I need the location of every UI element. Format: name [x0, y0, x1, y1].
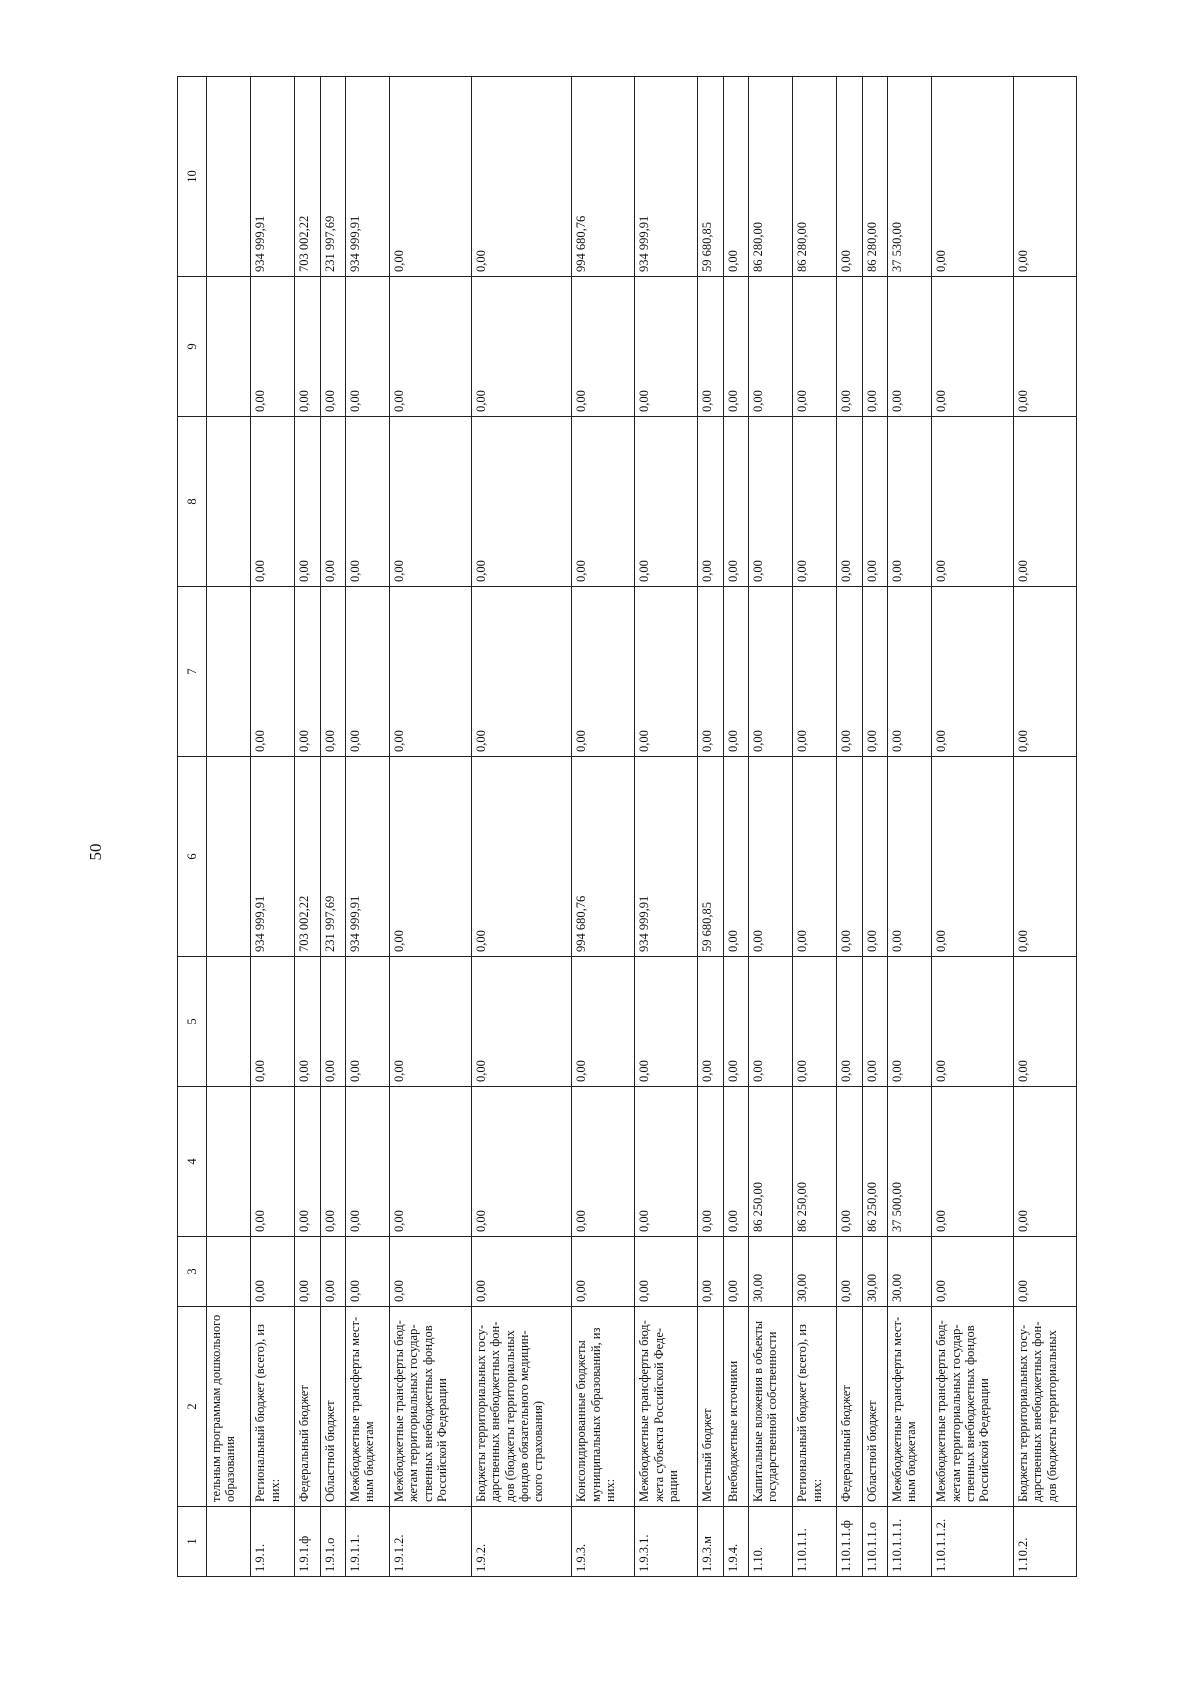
table-row — [390, 77, 472, 1577]
value-cell-col10: 37 530,00 — [888, 77, 932, 277]
row-code-cell: 1.9.3.м — [698, 1507, 723, 1577]
value-cell-col5: 0,00 — [295, 957, 320, 1087]
row-code-cell: 1.9.3.1. — [635, 1507, 698, 1577]
value-cell-col3: 0,00 — [635, 1237, 698, 1307]
row-code-cell: 1.9.1.1. — [345, 1507, 389, 1577]
value-cell-col7: 0,00 — [837, 587, 862, 757]
value-cell-col7: 0,00 — [698, 587, 723, 757]
value-cell-col10: 0,00 — [932, 77, 1014, 277]
value-cell-col8: 0,00 — [320, 417, 345, 587]
row-description-cell: Федеральный бюджет — [837, 1307, 862, 1507]
table-row — [635, 77, 698, 1577]
value-cell-col9: 0,00 — [345, 277, 389, 417]
column-header-10: 10 — [178, 77, 207, 277]
value-cell-col7: 0,00 — [793, 587, 837, 757]
row-code-cell: 1.9.4. — [723, 1507, 748, 1577]
row-code-cell: 1.9.3. — [572, 1507, 635, 1577]
row-code-cell: 1.10.2. — [1013, 1507, 1076, 1577]
value-cell-col3: 30,00 — [793, 1237, 837, 1307]
value-cell-col3: 30,00 — [749, 1237, 793, 1307]
table-row — [749, 77, 793, 1577]
value-cell-col4: 0,00 — [251, 1087, 295, 1237]
value-cell-col7: 0,00 — [862, 587, 887, 757]
table-row — [572, 77, 635, 1577]
value-cell-col9: 0,00 — [749, 277, 793, 417]
value-cell-col9: 0,00 — [1013, 277, 1076, 417]
value-cell-col4: 0,00 — [345, 1087, 389, 1237]
value-cell-col3: 0,00 — [320, 1237, 345, 1307]
table-row — [345, 77, 389, 1577]
value-cell-col8: 0,00 — [390, 417, 472, 587]
value-cell-col7: 0,00 — [295, 587, 320, 757]
value-cell-col7: 0,00 — [471, 587, 572, 757]
row-description-cell: Капитальные вложения в объекты государственной собственности — [749, 1307, 793, 1507]
value-cell-col5: 0,00 — [471, 957, 572, 1087]
value-cell-col5: 0,00 — [251, 957, 295, 1087]
value-cell-col8: 0,00 — [932, 417, 1014, 587]
value-cell-col3: 0,00 — [251, 1237, 295, 1307]
page-number: 50 — [86, 843, 105, 861]
value-cell-col6: 0,00 — [749, 757, 793, 957]
value-cell-col4: 86 250,00 — [749, 1087, 793, 1237]
value-cell-col8: 0,00 — [635, 417, 698, 587]
value-cell-col5: 0,00 — [862, 957, 887, 1087]
row-code-cell: 1.10.1.1.2. — [932, 1507, 1014, 1577]
value-cell-col4: 37 500,00 — [888, 1087, 932, 1237]
value-cell-col3: 0,00 — [295, 1237, 320, 1307]
table-row — [723, 77, 748, 1577]
value-cell-col8: 0,00 — [345, 417, 389, 587]
value-cell-col3: 0,00 — [837, 1237, 862, 1307]
value-cell-col8: 0,00 — [471, 417, 572, 587]
value-cell-col4: 0,00 — [572, 1087, 635, 1237]
value-cell-col4: 0,00 — [635, 1087, 698, 1237]
value-cell-col9: 0,00 — [888, 277, 932, 417]
row-description-cell: Областной бюджет — [862, 1307, 887, 1507]
value-cell-col8: 0,00 — [251, 417, 295, 587]
value-cell-col3: 0,00 — [345, 1237, 389, 1307]
value-cell-col7 — [207, 587, 251, 757]
row-code-cell: 1.10.1.1. — [793, 1507, 837, 1577]
value-cell-col6 — [207, 757, 251, 957]
value-cell-col8 — [207, 417, 251, 587]
value-cell-col6: 0,00 — [862, 757, 887, 957]
value-cell-col3: 0,00 — [390, 1237, 472, 1307]
value-cell-col5: 0,00 — [837, 957, 862, 1087]
value-cell-col5: 0,00 — [698, 957, 723, 1087]
value-cell-col4: 0,00 — [390, 1087, 472, 1237]
table-row — [698, 77, 723, 1577]
value-cell-col8: 0,00 — [837, 417, 862, 587]
row-description-cell: Межбюджетные трансферты бюд- жетам территориальных государ- ственных внебюджетных фондов Российской Федерации — [390, 1307, 472, 1507]
column-header-5: 5 — [178, 957, 207, 1087]
row-description-cell: Межбюджетные трансферты мест- ным бюджетам — [345, 1307, 389, 1507]
table-row — [471, 77, 572, 1577]
value-cell-col5: 0,00 — [345, 957, 389, 1087]
table-row — [1013, 77, 1076, 1577]
value-cell-col4: 0,00 — [471, 1087, 572, 1237]
value-cell-col4: 0,00 — [295, 1087, 320, 1237]
value-cell-col8: 0,00 — [1013, 417, 1076, 587]
value-cell-col3: 30,00 — [888, 1237, 932, 1307]
value-cell-col10: 231 997,69 — [320, 77, 345, 277]
value-cell-col10: 86 280,00 — [862, 77, 887, 277]
row-description-cell: Межбюджетные трансферты мест- ным бюджетам — [888, 1307, 932, 1507]
value-cell-col9: 0,00 — [932, 277, 1014, 417]
value-cell-col5: 0,00 — [1013, 957, 1076, 1087]
table-row — [295, 77, 320, 1577]
value-cell-col6: 0,00 — [932, 757, 1014, 957]
table-row — [251, 77, 295, 1577]
table-row — [320, 77, 345, 1577]
value-cell-col9: 0,00 — [471, 277, 572, 417]
row-code-cell — [207, 1507, 251, 1577]
value-cell-col4: 0,00 — [320, 1087, 345, 1237]
value-cell-col7: 0,00 — [251, 587, 295, 757]
row-description-cell: Консолидированные бюджеты муниципальных образований, из них: — [572, 1307, 635, 1507]
row-code-cell: 1.9.2. — [471, 1507, 572, 1577]
value-cell-col5: 0,00 — [723, 957, 748, 1087]
value-cell-col9: 0,00 — [698, 277, 723, 417]
row-code-cell: 1.10.1.1.ф — [837, 1507, 862, 1577]
row-description-cell: Федеральный бюджет — [295, 1307, 320, 1507]
value-cell-col6: 703 002,22 — [295, 757, 320, 957]
value-cell-col4: 0,00 — [837, 1087, 862, 1237]
value-cell-col3: 30,00 — [862, 1237, 887, 1307]
value-cell-col9: 0,00 — [295, 277, 320, 417]
value-cell-col5: 0,00 — [888, 957, 932, 1087]
row-description-cell: Межбюджетные трансферты бюд- жета субъекта Российской Феде- рации — [635, 1307, 698, 1507]
row-code-cell: 1.10.1.1.о — [862, 1507, 887, 1577]
value-cell-col10: 934 999,91 — [345, 77, 389, 277]
value-cell-col10: 0,00 — [471, 77, 572, 277]
value-cell-col3: 0,00 — [471, 1237, 572, 1307]
column-header-3: 3 — [178, 1237, 207, 1307]
value-cell-col6: 0,00 — [471, 757, 572, 957]
value-cell-col10: 0,00 — [723, 77, 748, 277]
value-cell-col9: 0,00 — [723, 277, 748, 417]
table-row — [888, 77, 932, 1577]
value-cell-col8: 0,00 — [888, 417, 932, 587]
row-code-cell: 1.10. — [749, 1507, 793, 1577]
value-cell-col3 — [207, 1237, 251, 1307]
value-cell-col3: 0,00 — [723, 1237, 748, 1307]
value-cell-col5 — [207, 957, 251, 1087]
value-cell-col6: 0,00 — [837, 757, 862, 957]
value-cell-col10: 86 280,00 — [749, 77, 793, 277]
value-cell-col9: 0,00 — [793, 277, 837, 417]
row-description-cell: Межбюджетные трансферты бюд- жетам территориальных государ- ственных внебюджетных фондов Российской Федерации — [932, 1307, 1014, 1507]
value-cell-col9: 0,00 — [862, 277, 887, 417]
value-cell-col6: 0,00 — [793, 757, 837, 957]
value-cell-col10: 59 680,85 — [698, 77, 723, 277]
value-cell-col7: 0,00 — [932, 587, 1014, 757]
row-description-cell: Региональный бюджет (всего), из них: — [793, 1307, 837, 1507]
value-cell-col7: 0,00 — [723, 587, 748, 757]
value-cell-col5: 0,00 — [320, 957, 345, 1087]
value-cell-col10: 0,00 — [837, 77, 862, 277]
value-cell-col8: 0,00 — [723, 417, 748, 587]
value-cell-col7: 0,00 — [635, 587, 698, 757]
table-header — [178, 77, 207, 1577]
value-cell-col6: 0,00 — [888, 757, 932, 957]
value-cell-col9: 0,00 — [320, 277, 345, 417]
value-cell-col5: 0,00 — [572, 957, 635, 1087]
value-cell-col7: 0,00 — [749, 587, 793, 757]
value-cell-col9: 0,00 — [251, 277, 295, 417]
value-cell-col6: 994 680,76 — [572, 757, 635, 957]
row-description-cell: Областной бюджет — [320, 1307, 345, 1507]
value-cell-col9 — [207, 277, 251, 417]
row-description-cell: тельным программам дошкольного образования — [207, 1307, 251, 1507]
value-cell-col4: 0,00 — [698, 1087, 723, 1237]
column-header-2: 2 — [178, 1307, 207, 1507]
value-cell-col7: 0,00 — [888, 587, 932, 757]
row-code-cell: 1.9.1.о — [320, 1507, 345, 1577]
value-cell-col3: 0,00 — [1013, 1237, 1076, 1307]
value-cell-col4 — [207, 1087, 251, 1237]
value-cell-col10: 934 999,91 — [635, 77, 698, 277]
value-cell-col10 — [207, 77, 251, 277]
value-cell-col5: 0,00 — [390, 957, 472, 1087]
value-cell-col4: 0,00 — [723, 1087, 748, 1237]
row-code-cell: 1.9.1.2. — [390, 1507, 472, 1577]
value-cell-col7: 0,00 — [345, 587, 389, 757]
value-cell-col9: 0,00 — [635, 277, 698, 417]
row-code-cell: 1.9.1.ф — [295, 1507, 320, 1577]
row-description-cell: Местный бюджет — [698, 1307, 723, 1507]
value-cell-col6: 231 997,69 — [320, 757, 345, 957]
column-header-9: 9 — [178, 277, 207, 417]
value-cell-col6: 934 999,91 — [635, 757, 698, 957]
value-cell-col10: 994 680,76 — [572, 77, 635, 277]
value-cell-col10: 86 280,00 — [793, 77, 837, 277]
value-cell-col6: 59 680,85 — [698, 757, 723, 957]
row-code-cell: 1.10.1.1.1. — [888, 1507, 932, 1577]
budget-table-container — [177, 77, 1077, 1577]
value-cell-col6: 934 999,91 — [345, 757, 389, 957]
table-row — [862, 77, 887, 1577]
value-cell-col4: 86 250,00 — [793, 1087, 837, 1237]
value-cell-col8: 0,00 — [862, 417, 887, 587]
value-cell-col6: 934 999,91 — [251, 757, 295, 957]
column-header-1: 1 — [178, 1507, 207, 1577]
column-header-7: 7 — [178, 587, 207, 757]
value-cell-col5: 0,00 — [635, 957, 698, 1087]
value-cell-col3: 0,00 — [698, 1237, 723, 1307]
value-cell-col6: 0,00 — [723, 757, 748, 957]
value-cell-col10: 703 002,22 — [295, 77, 320, 277]
row-description-cell: Внебюджетные источники — [723, 1307, 748, 1507]
budget-table — [177, 76, 1077, 1577]
table-row — [837, 77, 862, 1577]
row-code-cell: 1.9.1. — [251, 1507, 295, 1577]
value-cell-col10: 934 999,91 — [251, 77, 295, 277]
value-cell-col7: 0,00 — [320, 587, 345, 757]
row-description-cell: Бюджеты территориальных госу- дарственных внебюджетных фон- дов (бюджеты территориальных фондов обязательного медицин- ского страхования) — [471, 1307, 572, 1507]
header-row — [178, 77, 207, 1577]
column-header-8: 8 — [178, 417, 207, 587]
value-cell-col4: 0,00 — [932, 1087, 1014, 1237]
value-cell-col3: 0,00 — [932, 1237, 1014, 1307]
value-cell-col8: 0,00 — [793, 417, 837, 587]
column-header-6: 6 — [178, 757, 207, 957]
value-cell-col8: 0,00 — [572, 417, 635, 587]
value-cell-col4: 86 250,00 — [862, 1087, 887, 1237]
value-cell-col10: 0,00 — [1013, 77, 1076, 277]
value-cell-col7: 0,00 — [572, 587, 635, 757]
table-row — [207, 77, 251, 1577]
value-cell-col10: 0,00 — [390, 77, 472, 277]
value-cell-col8: 0,00 — [749, 417, 793, 587]
value-cell-col6: 0,00 — [390, 757, 472, 957]
value-cell-col8: 0,00 — [698, 417, 723, 587]
value-cell-col7: 0,00 — [1013, 587, 1076, 757]
value-cell-col3: 0,00 — [572, 1237, 635, 1307]
row-description-cell: Бюджеты территориальных госу- дарственных внебюджетных фон- дов (бюджеты территориальных — [1013, 1307, 1076, 1507]
table-row — [793, 77, 837, 1577]
value-cell-col8: 0,00 — [295, 417, 320, 587]
value-cell-col4: 0,00 — [1013, 1087, 1076, 1237]
row-description-cell: Региональный бюджет (всего), из них: — [251, 1307, 295, 1507]
value-cell-col5: 0,00 — [932, 957, 1014, 1087]
table-row — [932, 77, 1014, 1577]
value-cell-col5: 0,00 — [793, 957, 837, 1087]
value-cell-col7: 0,00 — [390, 587, 472, 757]
value-cell-col9: 0,00 — [390, 277, 472, 417]
value-cell-col9: 0,00 — [837, 277, 862, 417]
value-cell-col5: 0,00 — [749, 957, 793, 1087]
value-cell-col6: 0,00 — [1013, 757, 1076, 957]
column-header-4: 4 — [178, 1087, 207, 1237]
table-body — [207, 77, 1077, 1577]
value-cell-col9: 0,00 — [572, 277, 635, 417]
